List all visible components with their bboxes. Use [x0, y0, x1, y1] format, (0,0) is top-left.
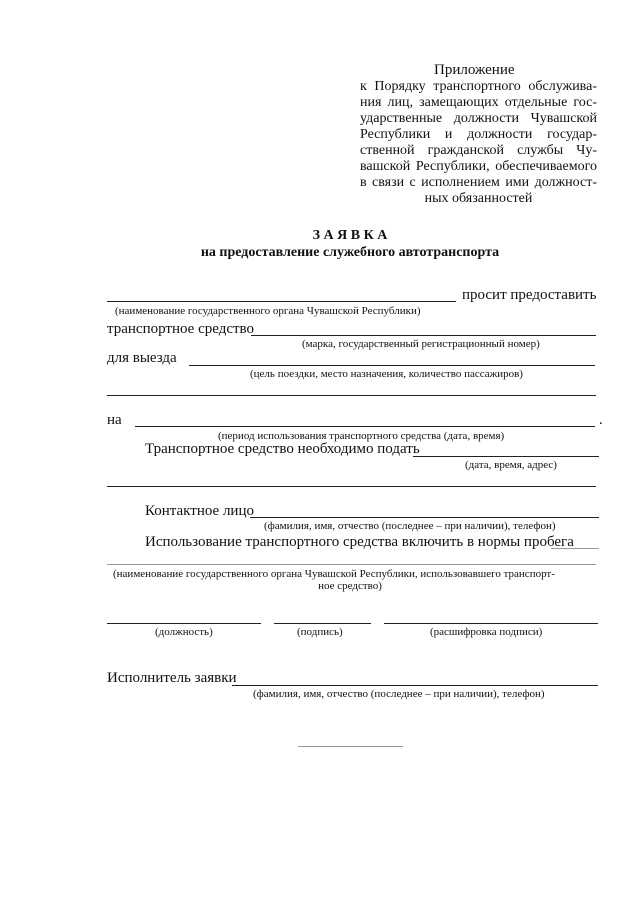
period-label: на: [107, 412, 122, 428]
vehicle-field[interactable]: [251, 335, 596, 336]
delivery-caption: (дата, время, адрес): [465, 459, 557, 471]
appendix-line: в связи с исполнением ими должност-: [360, 175, 597, 190]
signature-caption: (подпись): [297, 626, 343, 638]
appendix-line: ных обязанностей: [424, 191, 533, 206]
executor-label: Исполнитель заявки: [107, 670, 237, 686]
trip-label: для выезда: [107, 350, 177, 366]
appendix-line: ударственные должности Чувашской: [360, 111, 597, 126]
position-caption: (должность): [155, 626, 213, 638]
document-title: З А Я В К А: [312, 228, 388, 243]
mileage-label: Использование транспортного средства включить в нормы пробега: [145, 534, 574, 550]
period-field[interactable]: [135, 426, 595, 427]
delivery-field[interactable]: [413, 456, 599, 457]
document-subtitle: на предоставление служебного автотранспорта: [200, 245, 500, 260]
contact-field[interactable]: [250, 517, 599, 518]
appendix-line: Республики и должности государ-: [360, 127, 597, 142]
trip-caption: (цель поездки, место назначения, количество пассажиров): [250, 368, 523, 380]
org-name-caption: (наименование государственного органа Чувашской Республики): [115, 305, 421, 317]
footer-divider: [298, 746, 403, 747]
appendix-line: ственной гражданской службы Чу-: [360, 143, 597, 158]
trip-field[interactable]: [189, 365, 595, 366]
executor-caption: (фамилия, имя, отчество (последнее – при наличии), телефон): [253, 688, 545, 700]
contact-label: Контактное лицо: [145, 503, 254, 519]
mileage-caption: (наименование государственного органа Чувашской Республики, использовавшего транспорт-: [113, 568, 555, 580]
appendix-title: Приложение: [434, 62, 515, 78]
mileage-field[interactable]: [551, 548, 599, 549]
request-text: просит предоставить: [462, 287, 597, 303]
mileage-org-field[interactable]: [107, 564, 596, 565]
appendix-line: вашской Республики, обеспечиваемого: [360, 159, 597, 174]
mileage-caption-continuation: ное средство): [318, 580, 382, 592]
period-end-mark: .: [599, 412, 603, 428]
signature-name-caption: (расшифровка подписи): [430, 626, 543, 638]
contact-caption: (фамилия, имя, отчество (последнее – при наличии), телефон): [264, 520, 556, 532]
delivery-field-continuation[interactable]: [107, 486, 596, 487]
position-field[interactable]: [107, 623, 261, 624]
signature-field[interactable]: [274, 623, 371, 624]
period-caption: (период использования транспортного средства (дата, время): [218, 430, 505, 442]
vehicle-label: транспортное средство: [107, 321, 255, 337]
org-name-field[interactable]: [107, 301, 456, 302]
vehicle-caption: (марка, государственный регистрационный номер): [302, 338, 540, 350]
delivery-label: Транспортное средство необходимо подать: [145, 441, 420, 457]
trip-field-continuation[interactable]: [107, 395, 596, 396]
executor-field[interactable]: [232, 685, 598, 686]
appendix-line: ния лиц, замещающих отдельные гос-: [360, 95, 597, 110]
appendix-line: к Порядку транспортного обслужива-: [360, 79, 597, 94]
signature-name-field[interactable]: [384, 623, 598, 624]
